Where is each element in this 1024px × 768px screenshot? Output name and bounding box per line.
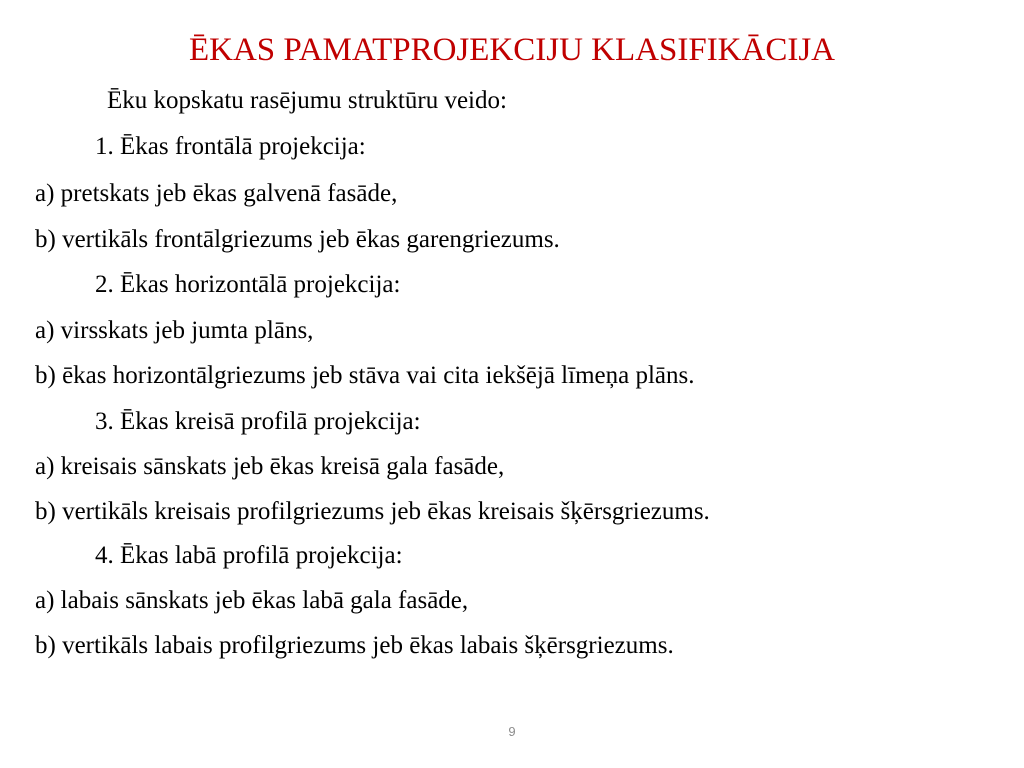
slide-title: ĒKAS PAMATPROJEKCIJU KLASIFIKĀCIJA	[188, 32, 836, 68]
intro-line: Ēku kopskatu rasējumu struktūru veido:	[107, 87, 507, 114]
section-3-item-a: a) kreisais sānskats jeb ēkas kreisā gala fasāde,	[35, 453, 505, 480]
section-1-item-a: a) pretskats jeb ēkas galvenā fasāde,	[35, 180, 398, 207]
section-3-item-b: b) vertikāls kreisais profilgriezums jeb ēkas kreisais šķērsgriezums.	[35, 498, 710, 525]
section-2-item-b: b) ēkas horizontālgriezums jeb stāva vai cita iekšējā līmeņa plāns.	[35, 362, 695, 389]
section-2-item-a: a) virsskats jeb jumta plāns,	[35, 317, 314, 344]
section-1-item-b: b) vertikāls frontālgriezums jeb ēkas garengriezums.	[35, 226, 560, 253]
page-number: 9	[508, 724, 516, 739]
section-4-item-b: b) vertikāls labais profilgriezums jeb ēkas labais šķērsgriezums.	[35, 632, 674, 659]
section-heading-3: 3. Ēkas kreisā profilā projekcija:	[95, 408, 421, 435]
section-heading-4: 4. Ēkas labā profilā projekcija:	[95, 542, 403, 569]
section-heading-2: 2. Ēkas horizontālā projekcija:	[95, 271, 401, 298]
section-4-item-a: a) labais sānskats jeb ēkas labā gala fasāde,	[35, 587, 469, 614]
section-heading-1: 1. Ēkas frontālā projekcija:	[95, 133, 366, 160]
